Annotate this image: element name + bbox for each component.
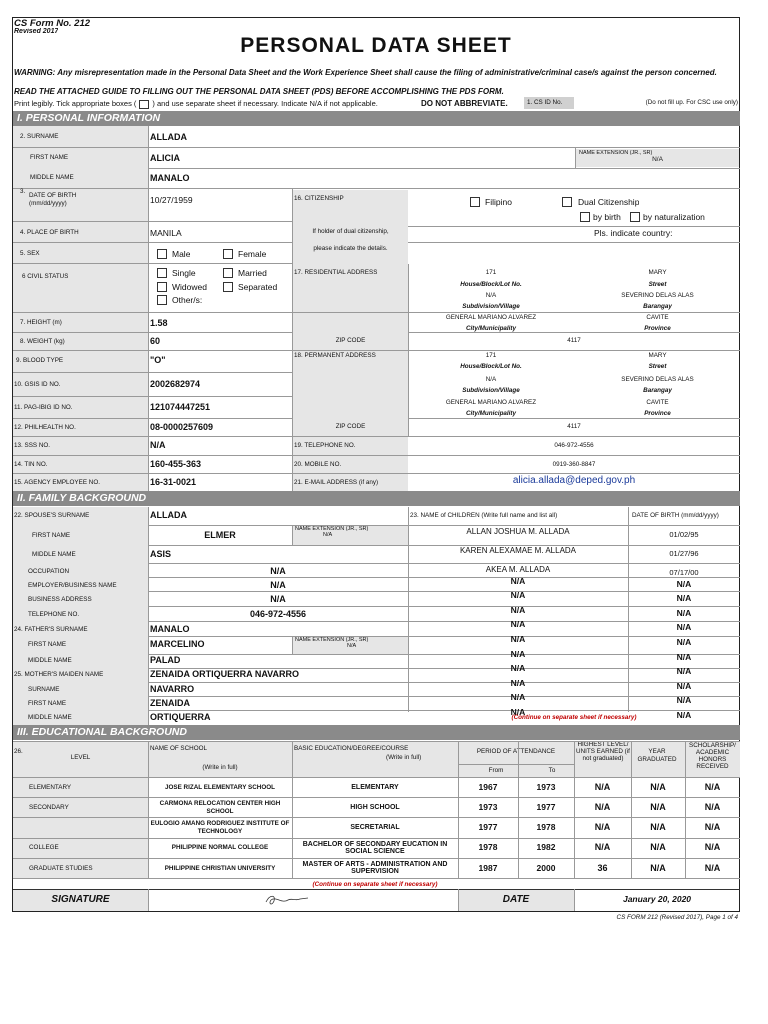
- mobile-label: 20. MOBILE NO.: [294, 461, 342, 468]
- res-province-caption: Province: [644, 325, 671, 332]
- filipino-checkbox[interactable]: [470, 197, 480, 207]
- spouse-middle-value: ASIS: [150, 549, 172, 559]
- surname-label: 2. SURNAME: [20, 133, 59, 140]
- res-province-value: CAVITE: [646, 314, 669, 321]
- edu-honors: N/A: [704, 781, 721, 792]
- child-dob: N/A: [676, 593, 692, 604]
- widowed-checkbox[interactable]: [157, 282, 167, 292]
- permanent-address-label: 18. PERMANENT ADDRESS: [294, 352, 376, 359]
- sex-label: 5. SEX: [20, 250, 40, 257]
- family-continue-note: (Continue on separate sheet if necessary): [511, 714, 637, 721]
- edu-course: HIGH SCHOOL: [350, 803, 400, 811]
- mother-first-label: FIRST NAME: [28, 700, 67, 707]
- father-surname-value: MANALO: [150, 624, 190, 634]
- child-dob: N/A: [676, 651, 692, 662]
- child-dob: 07/17/00: [669, 568, 699, 577]
- edu-year: N/A: [650, 862, 666, 873]
- spouse-first-value: ELMER: [204, 530, 236, 540]
- edu-units: N/A: [594, 801, 611, 812]
- male-checkbox[interactable]: [157, 249, 167, 259]
- filipino-label: Filipino: [485, 197, 512, 207]
- father-surname-label: 24. FATHER'S SURNAME: [14, 626, 88, 633]
- read-guide-text: READ THE ATTACHED GUIDE TO FILLING OUT THE PERSONAL DATA SHEET (PDS) BEFORE ACCOMPLISHING THE PDS FORM.: [14, 87, 504, 96]
- edu-course: MASTER OF ARTS - ADMINISTRATION AND SUPERVISION: [302, 860, 448, 876]
- perm-house-caption: House/Block/Lot No.: [460, 363, 522, 370]
- mother-maiden-label: 25. MOTHER'S MAIDEN NAME: [14, 671, 104, 678]
- period-header: PERIOD OF ATTENDANCE: [476, 748, 556, 755]
- female-checkbox[interactable]: [223, 249, 233, 259]
- blood-type-value: "O": [150, 355, 166, 365]
- separated-label: Separated: [238, 282, 278, 292]
- dob-value: 10/27/1959: [150, 195, 193, 205]
- edu-school: CARMONA RELOCATION CENTER HIGH SCHOOL: [159, 800, 281, 815]
- place-of-birth-value: MANILA: [150, 228, 182, 238]
- edu-to: 1973: [536, 781, 556, 792]
- res-barangay-caption: Barangay: [643, 303, 672, 310]
- tin-label: 14. TIN NO.: [14, 461, 48, 468]
- edu-year: N/A: [650, 801, 666, 812]
- perm-barangay-value: SEVERINO DELAS ALAS: [621, 376, 694, 383]
- name-extension-cell: NAME EXTENSION (JR., SR) N/A: [576, 149, 739, 167]
- res-house-value: 171: [485, 269, 497, 276]
- edu-to: 2000: [536, 862, 556, 873]
- mother-first-value: ZENAIDA: [150, 698, 190, 708]
- edu-row-line: [13, 741, 740, 742]
- child-name: N/A: [510, 707, 526, 717]
- signature-image: [262, 892, 312, 908]
- res-street-caption: Street: [648, 281, 667, 288]
- tick-box-sample: [139, 100, 149, 109]
- by-birth-label: by birth: [593, 212, 621, 222]
- edu-from: 1987: [478, 862, 498, 873]
- year-graduated-header: YEAR GRADUATED: [637, 748, 677, 763]
- sss-label: 13. SSS NO.: [14, 442, 51, 449]
- edu-from: 1978: [478, 842, 498, 853]
- school-header: NAME OF SCHOOL: [150, 745, 208, 752]
- date-value: January 20, 2020: [622, 894, 692, 904]
- mother-middle-value: ORTIQUERRA: [150, 712, 211, 722]
- edu-to: 1982: [536, 842, 556, 853]
- perm-zip-value: 4117: [567, 423, 581, 430]
- res-city-caption: City/Municipality: [465, 325, 517, 332]
- child-name: N/A: [510, 648, 526, 659]
- indicate-details-note: please indicate the details.: [313, 245, 388, 252]
- weight-label: 8. WEIGHT (kg): [20, 338, 65, 345]
- telephone-label: 19. TELEPHONE NO.: [294, 442, 356, 449]
- father-first-value: MARCELINO: [150, 639, 205, 649]
- spouse-ext-cell: NAME EXTENSION (JR., SR) N/A: [293, 525, 408, 545]
- no-abbreviate: DO NOT ABBREVIATE.: [421, 99, 508, 108]
- child-name: N/A: [510, 575, 526, 586]
- email-label: 21. E-MAIL ADDRESS (if any): [294, 479, 379, 486]
- spouse-surname-label: 22. SPOUSE'S SURNAME: [14, 512, 90, 519]
- school-write-full: (Write in full): [202, 764, 238, 771]
- by-birth-checkbox[interactable]: [580, 212, 590, 222]
- child-dob: N/A: [676, 607, 692, 618]
- first-name-value: ALICIA: [150, 153, 180, 163]
- res-street-value: MARY: [648, 269, 667, 276]
- employer-label: EMPLOYER/BUSINESS NAME: [28, 582, 117, 589]
- child-dob: N/A: [676, 710, 692, 720]
- from-header: From: [488, 767, 504, 774]
- pagibig-value: 121074447251: [150, 402, 211, 412]
- employer-value: N/A: [270, 580, 286, 590]
- perm-city-caption: City/Municipality: [465, 410, 517, 417]
- by-naturalization-checkbox[interactable]: [630, 212, 640, 222]
- cs-id-label: 1. CS ID No.: [524, 97, 574, 109]
- child-dob: N/A: [676, 695, 692, 706]
- father-ext-cell: NAME EXTENSION (JR., SR) N/A: [293, 636, 408, 654]
- dual-citizenship-checkbox[interactable]: [562, 197, 572, 207]
- edu-units: N/A: [594, 842, 611, 853]
- mobile-value: 0919-360-8847: [552, 461, 596, 468]
- res-zip-value: 4117: [567, 337, 581, 344]
- place-of-birth-label: 4. PLACE OF BIRTH: [20, 229, 79, 236]
- child-dob: N/A: [676, 637, 692, 647]
- citizenship-label: 16. CITIZENSHIP: [294, 195, 344, 202]
- dob-label: DATE OF BIRTH: [29, 192, 77, 199]
- gsis-value: 2002682974: [150, 379, 201, 389]
- footer-form-page: CS FORM 212 (Revised 2017), Page 1 of 4: [616, 914, 738, 921]
- edu-course: BACHELOR OF SECONDARY EUCATION IN SOCIAL SCIENCE: [302, 840, 448, 856]
- edu-to: 1978: [536, 822, 556, 833]
- child-dob: N/A: [676, 578, 692, 589]
- civil-status-label: 6 CIVIL STATUS: [22, 273, 69, 280]
- perm-subdivision-value: N/A: [485, 376, 497, 383]
- child-name: N/A: [510, 619, 526, 630]
- form-number: CS Form No. 212: [14, 18, 91, 29]
- edu-course: SECRETARIAL: [350, 824, 400, 832]
- others-label: Other/s:: [172, 295, 203, 305]
- perm-province-value: CAVITE: [646, 399, 669, 406]
- edu-from: 1977: [478, 822, 498, 833]
- print-instruction: Print legibly. Tick appropriate boxes ( ) and use separate sheet if necessary. Indicate N/A if not applicable.: [14, 99, 378, 108]
- family-row-line: [148, 563, 740, 564]
- spouse-first-label: FIRST NAME: [32, 532, 71, 539]
- spouse-middle-label: MIDDLE NAME: [32, 551, 76, 558]
- date-label: DATE: [502, 894, 530, 905]
- female-label: Female: [238, 249, 267, 259]
- by-naturalization-label: by naturalization: [643, 212, 705, 222]
- section-personal-information: I. PERSONAL INFORMATION: [13, 111, 740, 126]
- tin-value: 160-455-363: [150, 459, 202, 469]
- edu-level: ELEMENTARY: [29, 783, 72, 791]
- children-dob-header: DATE OF BIRTH (mm/dd/yyyy): [632, 512, 719, 519]
- edu-course: ELEMENTARY: [351, 783, 399, 791]
- occupation-value: N/A: [270, 566, 286, 576]
- edu-units: N/A: [594, 822, 611, 833]
- height-value: 1.58: [150, 318, 168, 328]
- mother-maiden-value: ZENAIDA ORTIQUERRA NAVARRO: [150, 669, 299, 679]
- edu-row-line: [13, 817, 740, 818]
- perm-zip-label: ZIP CODE: [335, 423, 366, 430]
- child-dob: N/A: [676, 680, 692, 691]
- mother-middle-label: MIDDLE NAME: [28, 714, 72, 721]
- pagibig-label: 11. PAG-IBIG ID NO.: [14, 404, 73, 411]
- child-dob: N/A: [676, 666, 692, 677]
- csc-use-only: (Do not fill up. For CSC use only): [645, 99, 738, 106]
- edu-honors: N/A: [704, 801, 721, 812]
- surname-value: ALLADA: [150, 132, 187, 142]
- male-label: Male: [172, 249, 191, 259]
- edu-school: PHILIPPINE CHRISTIAN UNIVERSITY: [164, 864, 276, 872]
- edu-honors: N/A: [704, 822, 721, 833]
- edu-level: GRADUATE STUDIES: [29, 864, 93, 872]
- philhealth-label: 12. PHILHEALTH NO.: [14, 424, 76, 431]
- business-address-label: BUSINESS ADDRESS: [28, 596, 92, 603]
- child-name: AKEA M. ALLADA: [485, 565, 551, 574]
- business-address-value: N/A: [270, 594, 286, 604]
- edu-from: 1967: [478, 781, 498, 792]
- agency-employee-value: 16-31-0021: [150, 477, 197, 487]
- height-label: 7. HEIGHT (m): [20, 319, 62, 326]
- child-name: N/A: [510, 590, 526, 601]
- weight-value: 60: [150, 336, 161, 346]
- blood-type-label: 9. BLOOD TYPE: [16, 357, 64, 364]
- first-name-label: FIRST NAME: [30, 154, 69, 161]
- children-header: 23. NAME of CHILDREN (Write full name and list all): [410, 512, 558, 519]
- perm-city-value: GENERAL MARIANO ALVAREZ: [445, 399, 537, 406]
- child-dob: 01/02/95: [669, 530, 699, 539]
- indicate-country-label: Pls. indicate country:: [594, 228, 673, 238]
- child-dob: 01/27/96: [669, 549, 699, 558]
- perm-street-caption: Street: [648, 363, 667, 370]
- edu-row-line: [13, 797, 740, 798]
- perm-street-value: MARY: [648, 352, 667, 359]
- others-checkbox[interactable]: [157, 295, 167, 305]
- edu-honors: N/A: [704, 862, 721, 873]
- edu-year: N/A: [650, 781, 666, 792]
- father-middle-label: MIDDLE NAME: [28, 657, 72, 664]
- married-label: Married: [238, 268, 267, 278]
- mother-surname-value: NAVARRO: [150, 684, 195, 694]
- mother-surname-label: SURNAME: [28, 686, 60, 693]
- res-zip-label: ZIP CODE: [335, 337, 366, 344]
- res-house-caption: House/Block/Lot No.: [460, 281, 522, 288]
- family-row-line: [148, 525, 740, 526]
- perm-subdivision-caption: Subdivision/Village: [462, 387, 520, 394]
- single-label: Single: [172, 268, 196, 278]
- child-name: N/A: [510, 663, 526, 674]
- spouse-telephone-label: TELEPHONE NO.: [28, 611, 80, 618]
- edu-units: N/A: [594, 781, 611, 792]
- married-checkbox[interactable]: [223, 268, 233, 278]
- dual-holder-note: If holder of dual citizenship,: [312, 228, 389, 235]
- edu-row-line: [13, 777, 740, 778]
- edu-school: JOSE RIZAL ELEMENTARY SCHOOL: [165, 783, 275, 791]
- edu-units: 36: [597, 862, 608, 873]
- res-barangay-value: SEVERINO DELAS ALAS: [621, 292, 694, 299]
- child-name: N/A: [510, 677, 526, 688]
- dual-citizenship-label: Dual Citizenship: [578, 197, 640, 207]
- child-name: N/A: [510, 634, 526, 644]
- child-name: N/A: [510, 604, 526, 615]
- page-title: PERSONAL DATA SHEET: [240, 34, 512, 57]
- res-subdivision-caption: Subdivision/Village: [462, 303, 520, 310]
- child-name: KAREN ALEXAMAE M. ALLADA: [459, 546, 577, 555]
- signature-label: SIGNATURE: [51, 894, 110, 905]
- res-city-value: GENERAL MARIANO ALVAREZ: [445, 314, 537, 321]
- child-name: N/A: [510, 692, 526, 703]
- res-subdivision-value: N/A: [485, 292, 497, 299]
- child-name: ALLAN JOSHUA M. ALLADA: [466, 527, 570, 536]
- edu-level: COLLEGE: [29, 844, 59, 852]
- course-header: BASIC EDUCATION/DEGREE/COURSE: [294, 745, 409, 752]
- honors-header: SCHOLARSHIP/ ACADEMIC HONORS RECEIVED: [689, 742, 736, 770]
- single-checkbox[interactable]: [157, 268, 167, 278]
- dob-format: (mm/dd/yyyy): [29, 200, 67, 207]
- warning-text: WARNING: Any misrepresentation made in the Personal Data Sheet and the Work Experience Sheet shall cause the filing of administrative/criminal case/s against the person concerned.: [14, 68, 717, 77]
- child-dob: N/A: [676, 622, 692, 633]
- separated-checkbox[interactable]: [223, 282, 233, 292]
- form-revised: Revised 2017: [14, 28, 59, 35]
- level-header: LEVEL: [70, 754, 91, 761]
- edu-school: PHILIPPINE NORMAL COLLEGE: [171, 844, 269, 852]
- edu-honors: N/A: [704, 842, 721, 853]
- occupation-label: OCCUPATION: [28, 568, 70, 575]
- middle-name-value: MANALO: [150, 173, 190, 183]
- units-header: HIGHEST LEVEL/ UNITS EARNED (if not graduated): [576, 741, 630, 762]
- agency-employee-label: 15. AGENCY EMPLOYEE NO.: [14, 479, 100, 486]
- perm-province-caption: Province: [644, 410, 671, 417]
- education-continue-note: (Continue on separate sheet if necessary): [312, 881, 438, 888]
- perm-house-value: 171: [485, 352, 497, 359]
- section-family-background: II. FAMILY BACKGROUND: [13, 491, 740, 506]
- father-middle-value: PALAD: [150, 655, 181, 665]
- telephone-value: 046-972-4556: [554, 442, 594, 449]
- philhealth-value: 08-0000257609: [150, 422, 214, 432]
- residential-address-label: 17. RESIDENTIAL ADDRESS: [294, 269, 378, 276]
- section-educational-background: III. EDUCATIONAL BACKGROUND: [13, 725, 740, 740]
- to-header: To: [548, 767, 556, 774]
- course-write-full: (Write in full): [386, 754, 422, 761]
- edu-to: 1977: [536, 801, 556, 812]
- edu-year: N/A: [650, 822, 666, 833]
- perm-barangay-caption: Barangay: [643, 387, 672, 394]
- middle-name-label: MIDDLE NAME: [30, 174, 74, 181]
- spouse-surname-value: ALLADA: [150, 510, 187, 520]
- edu-year: N/A: [650, 842, 666, 853]
- gsis-label: 10. GSIS ID NO.: [14, 381, 61, 388]
- edu-row-line: [13, 878, 740, 879]
- sss-value: N/A: [150, 440, 166, 450]
- widowed-label: Widowed: [172, 282, 207, 292]
- edu-level: SECONDARY: [29, 803, 69, 811]
- edu-school: EULOGIO AMANG RODRIGUEZ INSTITUTE OF TECHNOLOGY: [150, 820, 290, 835]
- father-first-label: FIRST NAME: [28, 641, 67, 648]
- edu-from: 1973: [478, 801, 498, 812]
- email-value[interactable]: alicia.allada@deped.gov.ph: [512, 475, 636, 486]
- spouse-telephone-value: 046-972-4556: [249, 609, 307, 619]
